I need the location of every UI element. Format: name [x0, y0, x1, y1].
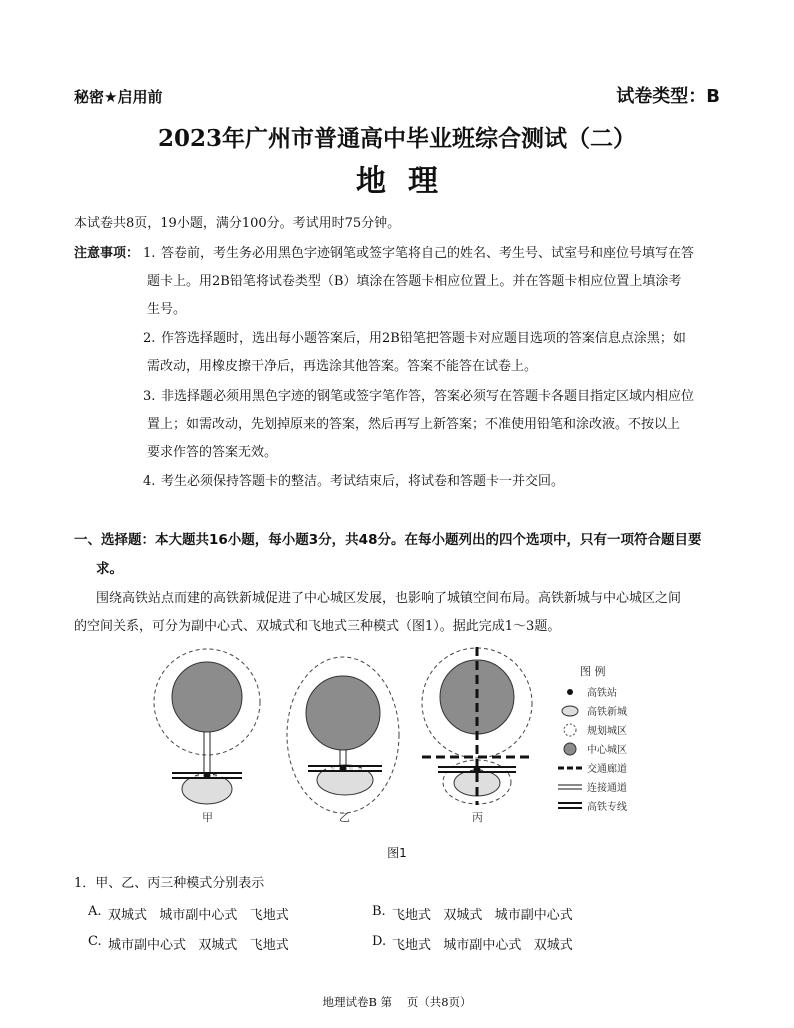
notice-item-3-line: 置上；如需改动，先划掉原来的答案，然后再写上新答案；不准使用铅笔和涂改液。不按以上	[147, 417, 681, 432]
exam-title: 2023年广州市普通高中毕业班综合测试（二）	[157, 125, 636, 152]
notice-item-1-num: 1.	[143, 246, 156, 261]
legend	[558, 664, 627, 813]
notice-item-2-line: 需改动，用橡皮擦干净后，再选涂其他答案。答案不能答在试卷上。	[147, 359, 538, 374]
figure-1	[140, 645, 660, 830]
secret-mark: 秘密★启用前	[74, 88, 163, 106]
question-1-stem: 1．甲、乙、丙三种模式分别表示	[74, 876, 265, 891]
notice-item-1-line: 生号。	[147, 302, 187, 317]
panel-label-bing: 丙	[472, 811, 483, 824]
option-c-letter: C.	[88, 934, 102, 949]
panel-jia	[154, 649, 260, 824]
panel-bing	[422, 647, 532, 824]
option-d-text: 飞地式 城市副中心式 双城式	[392, 938, 573, 953]
panel-yi	[287, 657, 399, 824]
option-d-letter: D.	[372, 934, 387, 949]
notice-item-3-line: 要求作答的答案无效。	[147, 445, 278, 460]
legend-newcity-symbol	[562, 706, 578, 716]
legend-planned: 规划城区	[587, 726, 627, 737]
notice-item-2-num: 2.	[143, 331, 156, 346]
panel-label-yi: 乙	[339, 811, 350, 824]
notice-item-1-line: 答卷前，考生务必用黑色字迹钢笔或签字笔将自己的姓名、考生号、试室号和座位号填写在答	[161, 246, 695, 261]
option-a-text: 双城式 城市副中心式 飞地式	[108, 908, 289, 923]
central-city	[172, 662, 242, 732]
legend-connect: 连接通道	[587, 783, 627, 794]
legend-center: 中心城区	[587, 745, 627, 756]
section-heading: 一、选择题：本大题共16小题，每小题3分，共48分。在每小题列出的四个选项中，只有一项符合题目要	[74, 532, 702, 548]
option-a-letter: A.	[88, 904, 102, 919]
legend-corridor: 交通廊道	[587, 764, 627, 775]
notice-item-3-num: 3.	[143, 389, 156, 404]
legend-hsr: 高铁专线	[587, 802, 627, 813]
option-b-text: 飞地式 双城式 城市副中心式	[392, 908, 573, 923]
option-c-text: 城市副中心式 双城式 飞地式	[108, 938, 289, 953]
option-b-letter: B.	[372, 904, 386, 919]
legend-station-symbol	[567, 689, 573, 695]
paper-type: 试卷类型：B	[616, 86, 720, 107]
page-footer: 地理试卷B 第 页（共8页）	[322, 995, 472, 1009]
hsr-station	[204, 772, 211, 779]
passage-line: 围绕高铁站点而建的高铁新城促进了中心城区发展，也影响了城镇空间布局。高铁新城与中心城区之间	[96, 591, 682, 606]
notice-item-2-line: 作答选择题时，选出每小题答案后，用2B铅笔把答题卡对应题目选项的答案信息点涂黑；如	[161, 331, 686, 346]
intro-text: 本试卷共8页，19小题，满分100分。考试用时75分钟。	[74, 216, 401, 231]
notice-item-4-line: 考生必须保持答题卡的整洁。考试结束后，将试卷和答题卡一并交回。	[161, 474, 565, 489]
central-city	[306, 676, 380, 750]
subject-title: 地理	[356, 164, 460, 199]
figure-caption: 图1	[387, 846, 407, 860]
notice-item-1-line: 题卡上。用2B铅笔将试卷类型（B）填涂在答题卡相应位置上。并在答题卡相应位置上填涂考	[147, 274, 682, 289]
hsr-station	[340, 765, 347, 772]
legend-newcity: 高铁新城	[587, 707, 627, 718]
legend-planned-symbol	[564, 724, 576, 736]
panel-label-jia: 甲	[202, 811, 213, 824]
legend-center-symbol	[564, 743, 576, 755]
notice-label: 注意事项：	[74, 246, 140, 261]
legend-title: 图 例	[580, 665, 606, 678]
legend-station: 高铁站	[587, 688, 617, 699]
notice-item-3-line: 非选择题必须用黑色字迹的钢笔或签字笔作答，答案必须写在答题卡各题目指定区域内相应位	[161, 389, 695, 404]
passage-line: 的空间关系，可分为副中心式、双城式和飞地式三种模式（图1）。据此完成1～3题。	[74, 619, 561, 634]
notice-item-4-num: 4.	[143, 474, 156, 489]
section-heading-cont: 求。	[96, 561, 123, 577]
hsr-station	[474, 766, 481, 773]
